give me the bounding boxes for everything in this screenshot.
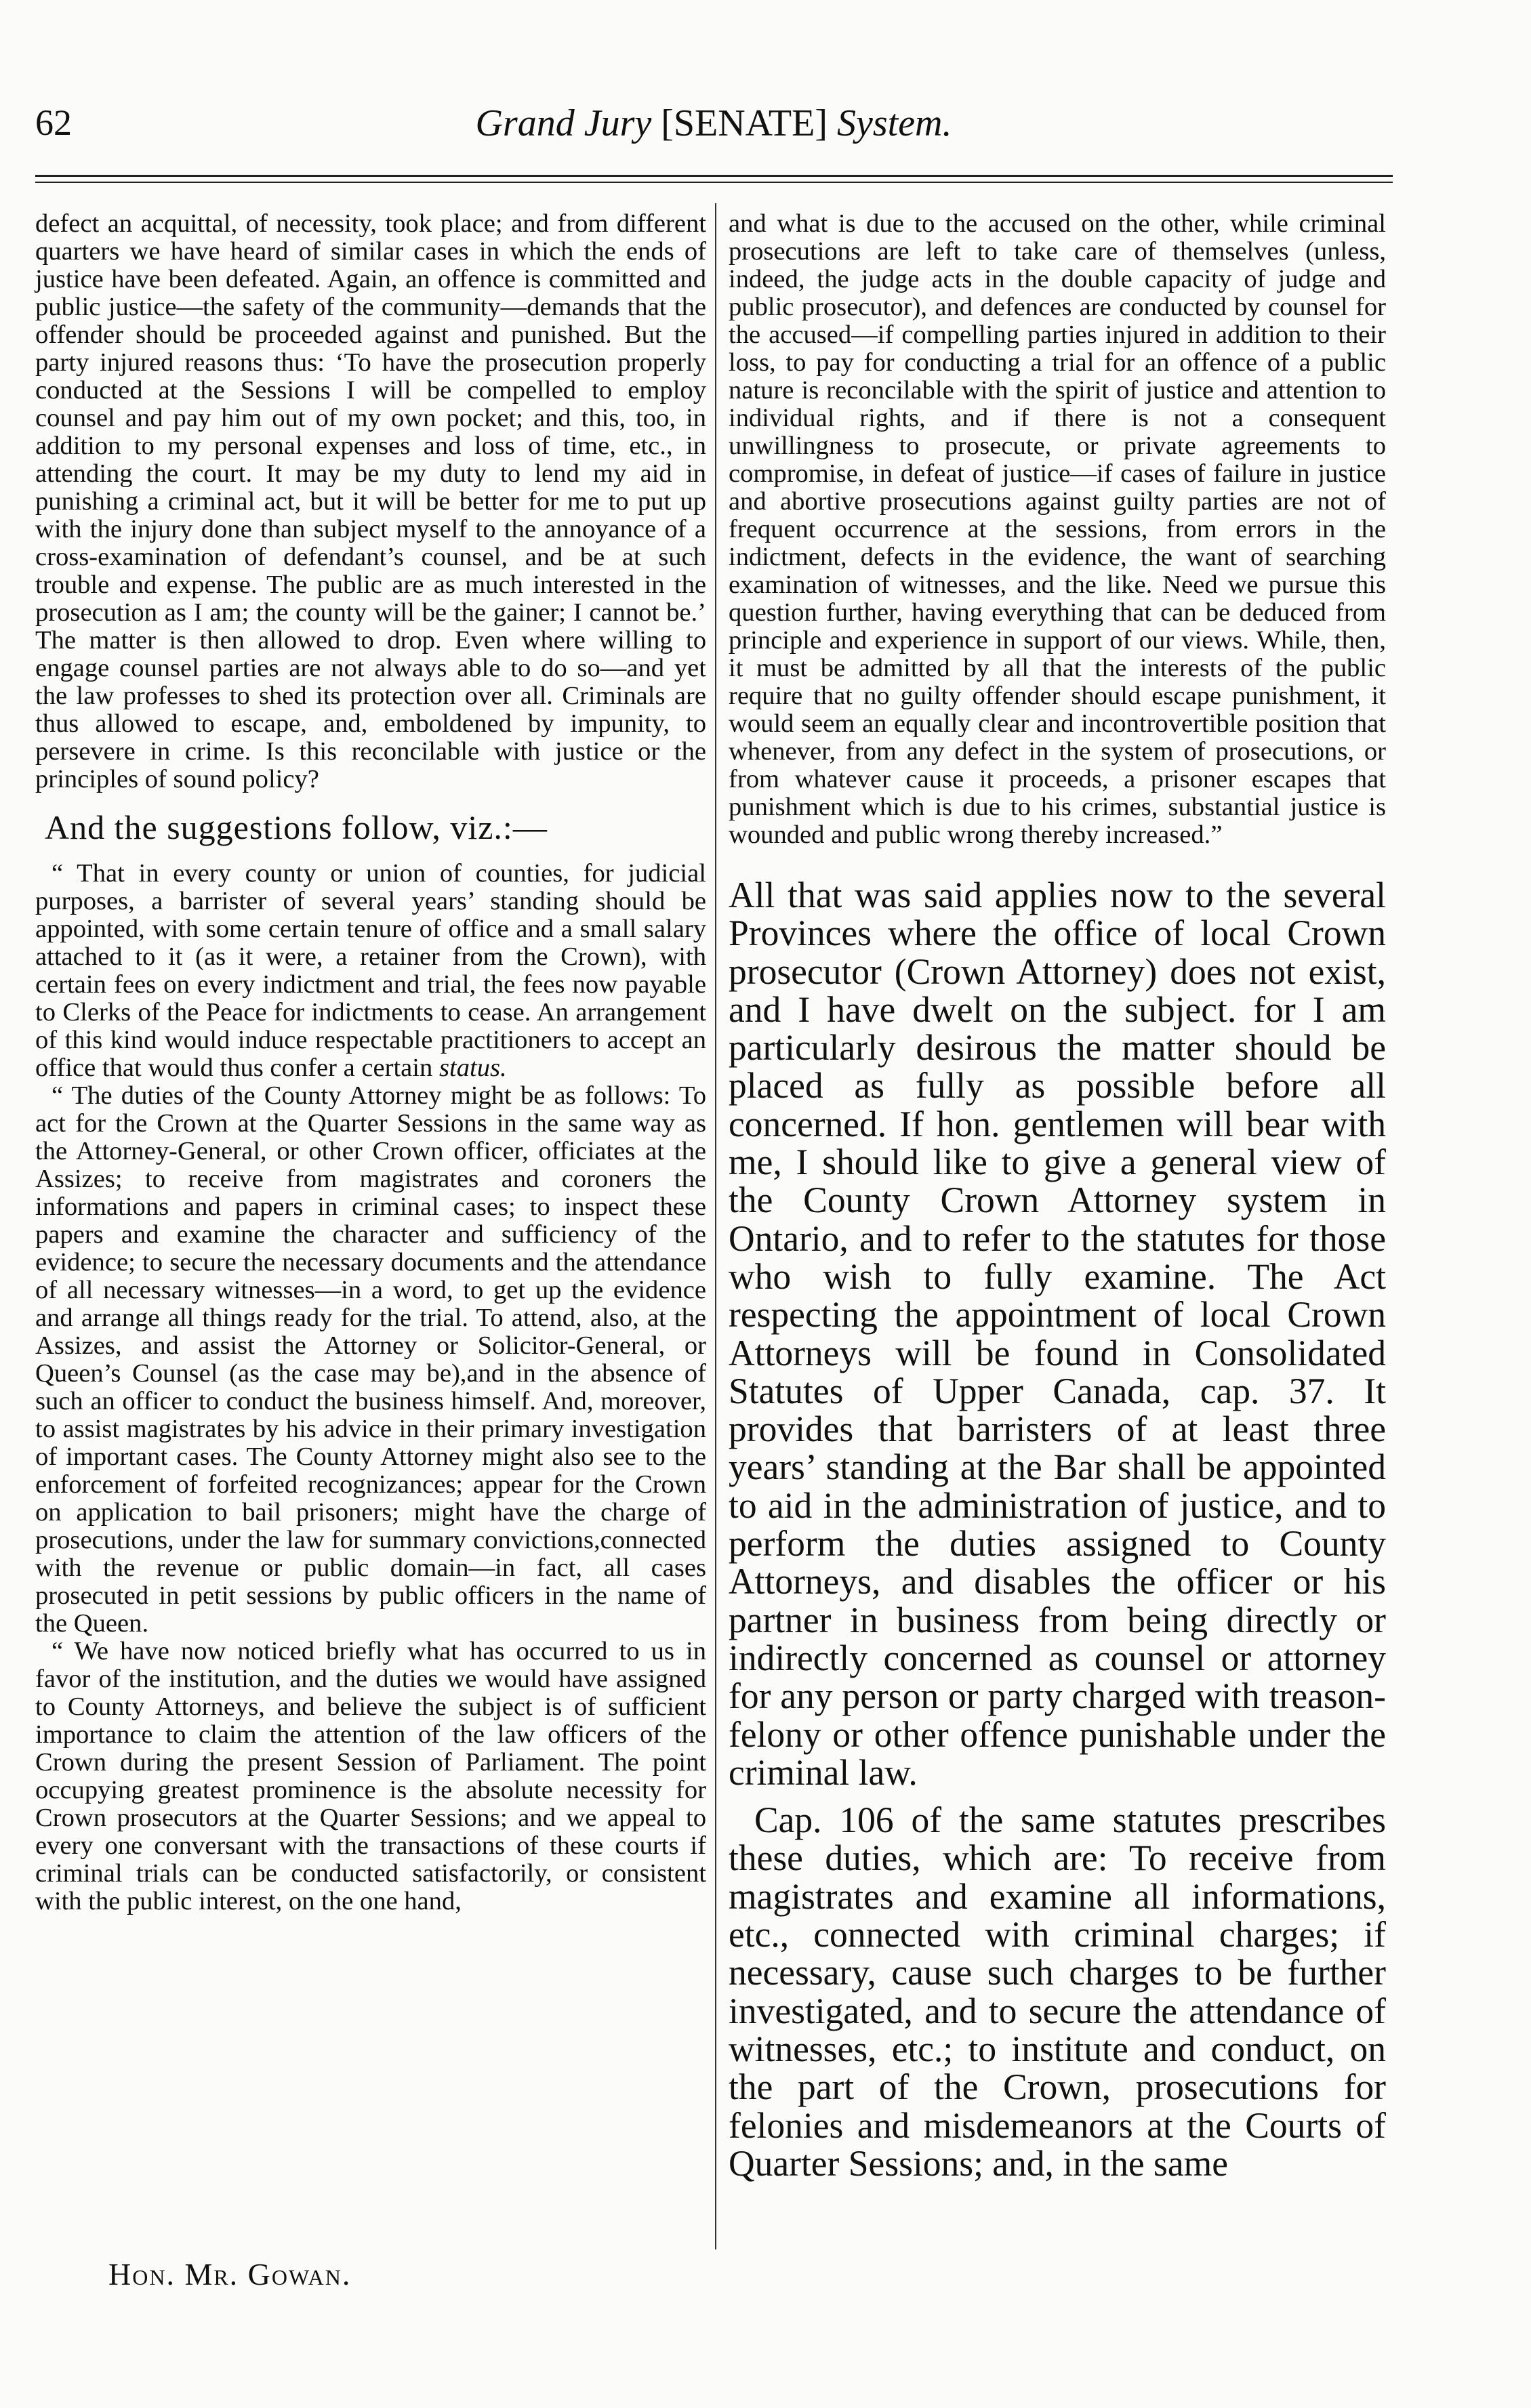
right-column [729, 210, 1386, 2182]
speech-paragraph-1: All that was said applies now to the several Provinces where the office of local Crown prosecutor (Crown Attorney) does not exist, and I have dwelt on the subject. for I am particularly desirous the matter should be placed as fully as possible before all concerned. If hon. gentlemen will bear with me, I should like to give a general view of the County Crown Attorney system in Ontario, and to refer to the statutes for those who wish to fully examine. The Act respecting the appointment of local Crown Attorneys will be found in Consolidated Statutes of Upper Canada, cap. 37. It provides that barristers of at least three years’ standing at the Bar shall be appointed to aid in the administration of justice, and to perform the duties assigned to County Attorneys, and disables the officer or his partner in business from being directly or indirectly concerned as counsel or attorney for any person or party charged with treason-felony or other offence punishable under the criminal law. [729, 875, 1386, 1793]
intro-paragraph: defect an acquittal, of necessity, took place; and from different quarters we have heard of similar cases in which the ends of justice have been defeated. Again, an offence is committed and public justice—the safety of the community—demands that the offender should be proceeded against and punished. But the party injured reasons thus: ‘To have the prosecution properly conducted at the Sessions I will be compelled to employ counsel and pay him out of my own pocket; and this, too, in addition to my personal expenses and loss of time, etc., in attending the court. It may be my duty to lend my aid in punishing a criminal act, but it will be better for me to put up with the injury done than subject myself to the annoyance of a cross-examination of defendant’s counsel, and be at such trouble and expense. The public are as much interested in the prosecution as I am; the county will be the gainer; I cannot be.’ The matter is then allowed to drop. Even where willing to engage counsel parties are not always able to do so—and yet the law professes to shed its protection over all. Criminals are thus allowed to escape, and, emboldened by impunity, to persevere in crime. Is this reconcilable with justice or the principles of sound policy? [35, 209, 706, 793]
quote-paragraph-1-text: “ That in every county or union of counties, for judicial purposes, a barrister of several years’ standing should be appointed, with some certain tenure of office and a small salary attached to it (as it were, a retainer from the Crown), with certain fees on every indictment and trial, the fees now payable to Clerks of the Peace for indictments to cease. An arrangement of this kind would induce respectable practitioners to accept an office that would thus confer a certain [35, 859, 706, 1082]
left-column [35, 210, 706, 1915]
speech-body [729, 876, 1386, 2182]
speaker-name: Hon. Mr. Gowan. [108, 2257, 352, 2291]
running-title [35, 102, 1392, 145]
quote-paragraph-2: “ The duties of the County Attorney might be as follows: To act for the Crown at the Quarter Sessions in the same way as the Attorney-General, or other Crown officer, officiates at the Assizes; to receive from magistrates and coroners the informations and papers in criminal cases; to inspect these papers and examine the character and sufficiency of the evidence; to secure the necessary documents and the attendance of all necessary witnesses—in a word, to get up the evidence and arrange all things ready for the trial. To attend, also, at the Assizes, and assist the Attorney or Solicitor-General, or Queen’s Counsel (as the case may be),and in the absence of such an officer to conduct the business himself. And, moreover, to assist magistrates by his advice in their primary investigation of important cases. The County Attorney might also see to the enforcement of forfeited recognizances; appear for the Crown on application to bail prisoners; might have the charge of prosecutions, under the law for summary convictions,connected with the revenue or public domain—in fact, all cases prosecuted in petit sessions by public officers in the name of the Queen. [35, 1081, 706, 1638]
header-rule-top [35, 175, 1393, 177]
quote-paragraph-3: “ We have now noticed briefly what has occurred to us in favor of the institution, and the duties we would have assigned to County Attorneys, and believe the subject is of sufficient importance to claim the attention of the law officers of the Crown during the present Session of Parliament. The point occupying greatest prominence is the absolute necessity for Crown prosecutors at the Quarter Sessions; and we appeal to every one conversant with the transactions of these courts if criminal trials can be conducted satisfactorily, or consistent with the public interest, on the one hand, [35, 1637, 706, 1915]
page-number: 62 [35, 102, 72, 143]
quote-paragraph-1-italic: status. [438, 1054, 507, 1082]
speech-paragraph-2: Cap. 106 of the same statutes prescribes these duties, which are: To receive from magistrates and examine all informations, etc., connected with criminal charges; if necessary, cause such charges to be further investigated, and to secure the attendance of witnesses, etc.; to institute and conduct, on the part of the Crown, prosecutions for felonies and misdemeanors at the Courts of Quarter Sessions; and, in the same [729, 1800, 1386, 2184]
header-rule-bottom [35, 182, 1393, 183]
running-title-part2: [SENATE] [661, 102, 828, 144]
quote-continuation: and what is due to the accused on the other, while criminal prosecutions are left to take care of themselves (unless, indeed, the judge acts in the double capacity of judge and public prosecutor), and defences are conducted by counsel for the accused—if compelling parties injured in addition to their loss, to pay for conducting a trial for an offence of a public nature is reconcilable with the spirit of justice and attention to individual rights, and if there is not a consequent unwillingness to prosecute, or private agreements to compromise, in defeat of justice—if cases of failure in justice and abortive prosecutions against guilty parties are not of frequent occurrence at the sessions, from errors in the indictment, defects in the evidence, the want of searching examination of witnesses, and the like. Need we pursue this question further, having everything that can be deduced from principle and experience in support of our views. While, then, it must be admitted by all that the interests of the public require that no guilty offender should escape punishment, it would seem an equally clear and incontrovertible position that whenever, from any defect in the system of prosecutions, or from whatever cause it proceeds, a prisoner escapes that punishment which is due to his crimes, substantial justice is wounded and public wrong thereby increased.” [729, 209, 1386, 849]
running-header [35, 102, 1392, 156]
running-title-part3: System. [836, 102, 952, 144]
column-divider [715, 203, 716, 2249]
quote-paragraph-1 [35, 860, 706, 1082]
running-title-part1: Grand Jury [475, 102, 652, 144]
section-heading: And the suggestions follow, viz.:— [45, 808, 548, 846]
